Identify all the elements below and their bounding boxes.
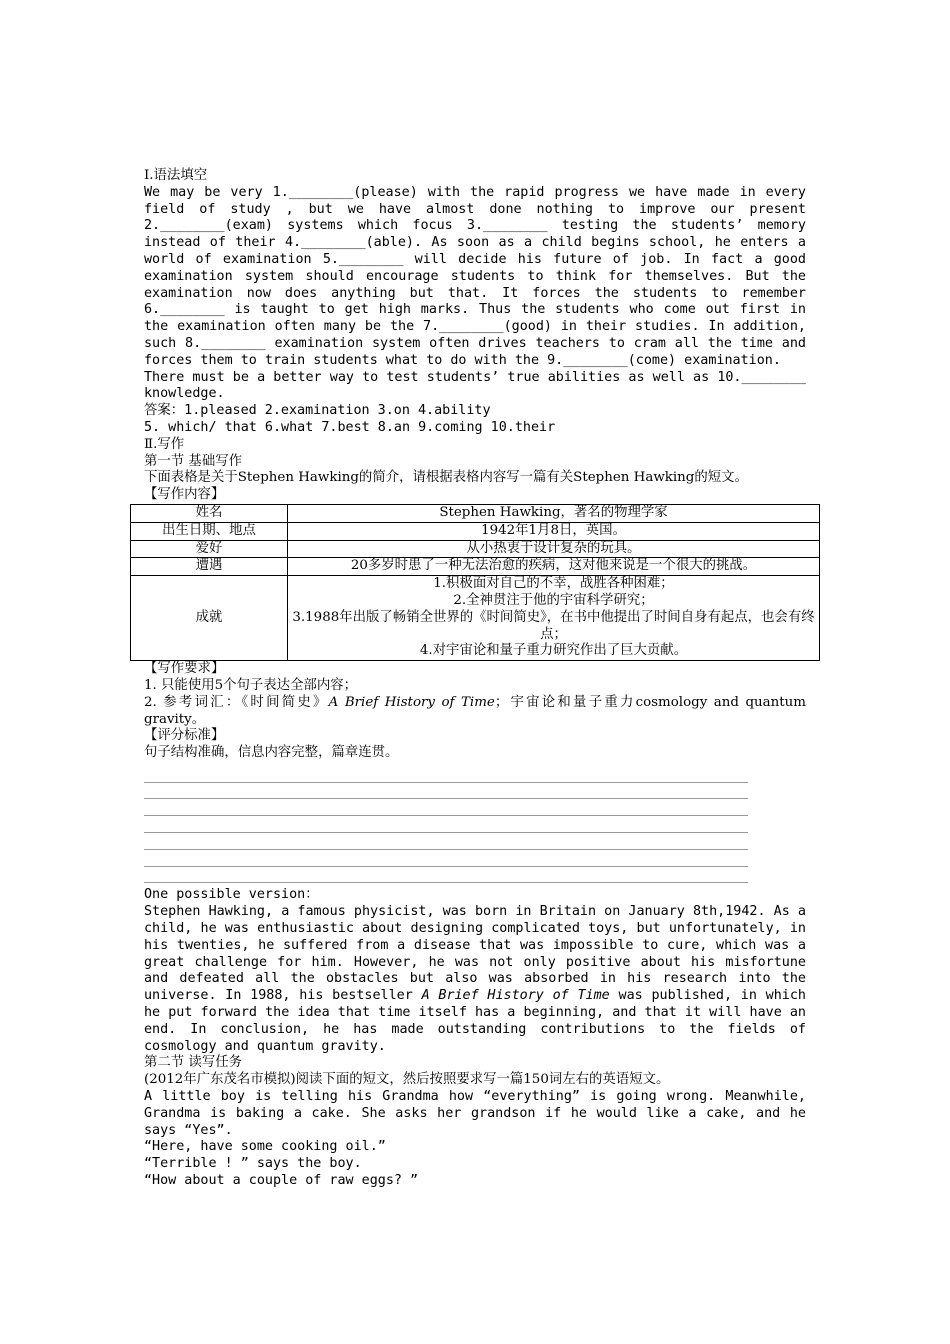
table-key: 姓名 (131, 504, 288, 522)
writing-line (144, 799, 748, 816)
content-heading: 【写作内容】 (144, 487, 225, 503)
book-title: A Brief History of Time (421, 988, 610, 1004)
scoring-heading: 【评分标准】 (144, 728, 225, 744)
section2-title: Ⅱ.写作 (144, 436, 185, 452)
achievement-1: 1.积极面对自己的不幸，战胜各种困难； (433, 576, 674, 592)
writing-line (144, 816, 748, 833)
section1-title: Ⅰ.语法填空 (144, 168, 208, 183)
achievement-4: 4.对宇宙论和量子重力研究作出了巨大贡献。 (419, 643, 688, 659)
table-row (131, 540, 820, 558)
requirements-heading: 【写作要求】 (144, 661, 225, 677)
table-row (131, 558, 820, 576)
table-key: 爱好 (131, 540, 288, 558)
table-value: 20多岁时患了一种无法治愈的疾病，这对他来说是一个很大的挑战。 (288, 558, 820, 576)
cloze-passage: We may be very 1.________(please) with the rapid progress we have made in every field of study , but we have almost done nothing to improve our present 2.________(exam) systems which focus 3.________ testing the students’ memory instead of their 4.________(able). As soon as a child begins school, he enters a world of examination 5.________ will decide his future of job. In fact a good examination system should encourage students to think for themselves. But the examination now does anything but that. It forces the students to remember 6.________ is taught to get high marks. Thus the students who come out first in the examination often many be the 7.________(good) in their studies. In addition, such 8.________ examination system often drives teachers to cram all the time and forces them to train students what to do with the 9.________(come) examination. (144, 184, 806, 368)
document-page (144, 168, 815, 1190)
model-essay: Stephen Hawking, a famous physicist, was born in Britain on January 8th,1942. As a child, he was enthusiastic about designing complicated toys, but unfortunately, in his twenties, he suffered from a disease that was impossible to cure, which was a great challenge for him. However, he was not only positive about his misfortune and defeated all the obstacles but also was absorbed in his research into the universe. In 1988, his bestseller A Brief History of Time was published, in which he put forward the idea that time itself has a beginning, and that it will have an end. In conclusion, he has made outstanding contributions to the fields of cosmology and quantum gravity. (144, 904, 806, 1054)
scoring-criteria: 句子结构准确，信息内容完整，篇章连贯。 (144, 745, 399, 761)
table-key: 遭遇 (131, 558, 288, 576)
writing-lines (144, 766, 806, 884)
table-row (131, 504, 820, 522)
part1-intro: 下面表格是关于Stephen Hawking的简介，请根据表格内容写一篇有关Stephen Hawking的短文。 (144, 470, 748, 486)
table-key: 成就 (131, 576, 288, 661)
story-line: “Terrible ! ” says the boy. (144, 1156, 362, 1172)
answer-line-1: 答案：1.pleased 2.examination 3.on 4.ability (144, 403, 491, 419)
table-value: 从小热衷于设计复杂的玩具。 (288, 540, 820, 558)
writing-line (144, 867, 748, 884)
part2-title: 第二节 读写任务 (144, 1055, 242, 1071)
answer-line-2: 5. which/ that 6.what 7.best 8.an 9.coming 10.their (144, 419, 556, 435)
writing-line (144, 850, 748, 867)
book-title: A Brief History of Time (328, 694, 495, 710)
writing-line (144, 833, 748, 850)
cloze-passage-end: There must be a better way to test students’ true abilities as well as 10.________ knowledge. (144, 369, 806, 402)
table-row (131, 522, 820, 540)
requirement-1: 1. 只能使用5个句子表达全部内容； (144, 677, 358, 693)
version-label: One possible version： (144, 887, 319, 903)
writing-line (144, 783, 748, 800)
story-paragraph: A little boy is telling his Grandma how “everything” is going wrong. Meanwhile, Grandma is baking a cake. She asks her grandson if he would like a cake, and he says “Yes”. (144, 1089, 806, 1138)
info-table (130, 504, 820, 661)
table-value: 1942年1月8日，英国。 (288, 522, 820, 540)
table-row (131, 576, 820, 661)
writing-line (144, 766, 748, 783)
requirement-2: 2. 参考词汇：《时间简史》A Brief History of Time；宇宙论和量子重力cosmology and quantum gravity。 (144, 694, 806, 727)
table-value (288, 576, 820, 661)
achievement-2: 2.全神贯注于他的宇宙科学研究； (453, 592, 654, 608)
table-key: 出生日期、地点 (131, 522, 288, 540)
achievement-3: 3.1988年出版了畅销全世界的《时间简史》，在书中他提出了时间自身有起点，也会有终点； (292, 609, 815, 642)
part1-title: 第一节 基础写作 (144, 453, 242, 469)
story-line: “How about a couple of raw eggs? ” (144, 1173, 419, 1189)
story-line: “Here, have some cooking oil.” (144, 1139, 386, 1155)
table-value: Stephen Hawking，著名的物理学家 (288, 504, 820, 522)
part2-intro: (2012年广东茂名市模拟)阅读下面的短文，然后按照要求写一篇150词左右的英语短文。 (144, 1072, 670, 1088)
